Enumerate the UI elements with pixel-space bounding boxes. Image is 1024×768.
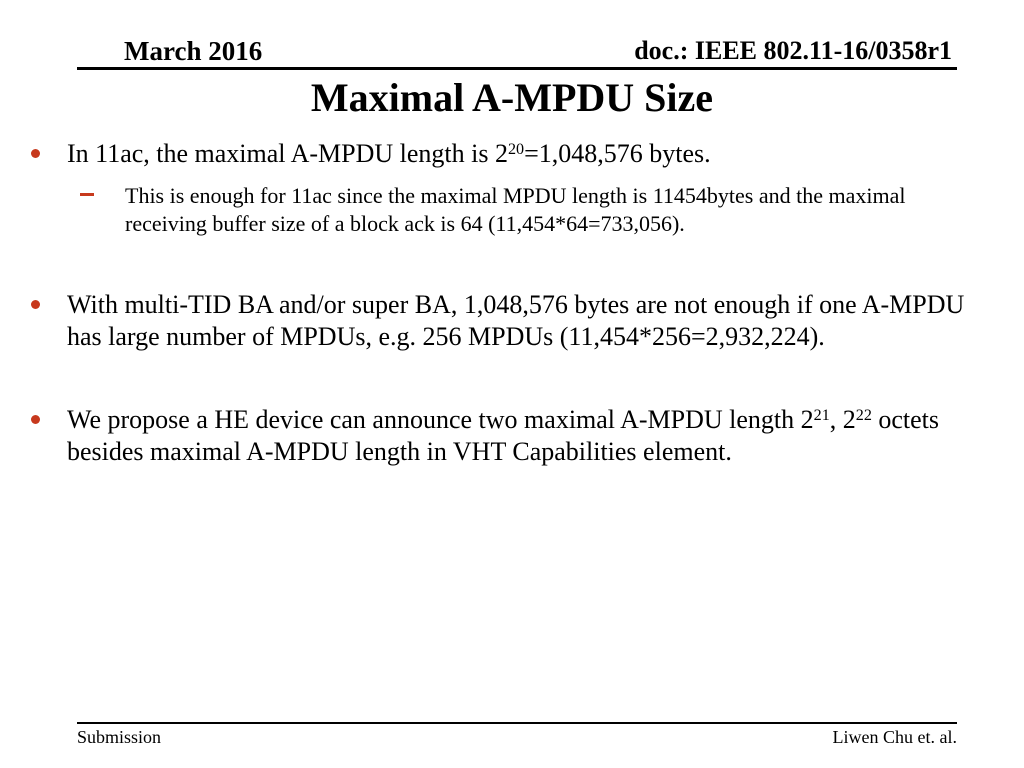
bullet-1-text-pre: In 11ac, the maximal A-MPDU length is 2 <box>67 139 508 168</box>
bullet-item-3 <box>67 404 967 468</box>
bullet-item-1 <box>67 138 867 170</box>
header-rule <box>77 67 957 70</box>
sub-bullet-1-text: This is enough for 11ac since the maximal MPDU length is 11454bytes and the maximal receiving buffer size of a block ack is 64 (11,454*64=733,056). <box>125 183 906 236</box>
bullet-1-text <box>67 139 711 168</box>
footer-submission-label: Submission <box>77 727 162 747</box>
bullet-3-superscript-2: 22 <box>855 406 872 424</box>
bullet-icon <box>31 415 40 424</box>
footer-author: Liwen Chu et. al. <box>832 727 957 747</box>
bullet-item-2 <box>67 289 977 353</box>
bullet-3-text-s2: octets besides maximal A-MPDU length in VHT Capabilities element. <box>67 405 940 466</box>
bullet-1-text-post: =1,048,576 bytes. <box>524 139 711 168</box>
bullet-3-text-s0: We propose a HE device can announce two maximal A-MPDU length 2 <box>67 405 814 434</box>
sub-bullet-item-1 <box>125 182 970 238</box>
bullet-3-text <box>67 405 939 466</box>
bullet-icon <box>31 300 40 309</box>
footer-rule <box>77 722 957 724</box>
header-date: March 2016 <box>124 36 263 66</box>
bullet-icon <box>31 149 40 158</box>
page-title: Maximal A-MPDU Size <box>310 75 714 120</box>
header-doc-number: doc.: IEEE 802.11-16/0358r1 <box>634 36 952 65</box>
bullet-3-superscript-1: 21 <box>813 406 830 424</box>
bullet-1-superscript: 20 <box>507 140 525 158</box>
dash-bullet-icon <box>80 193 94 196</box>
bullet-3-text-s1: , 2 <box>829 405 856 434</box>
bullet-2-text: With multi-TID BA and/or super BA, 1,048,576 bytes are not enough if one A-MPDU has large number of MPDUs, e.g. 256 MPDUs (11,454*256=2,932,224). <box>67 290 965 351</box>
